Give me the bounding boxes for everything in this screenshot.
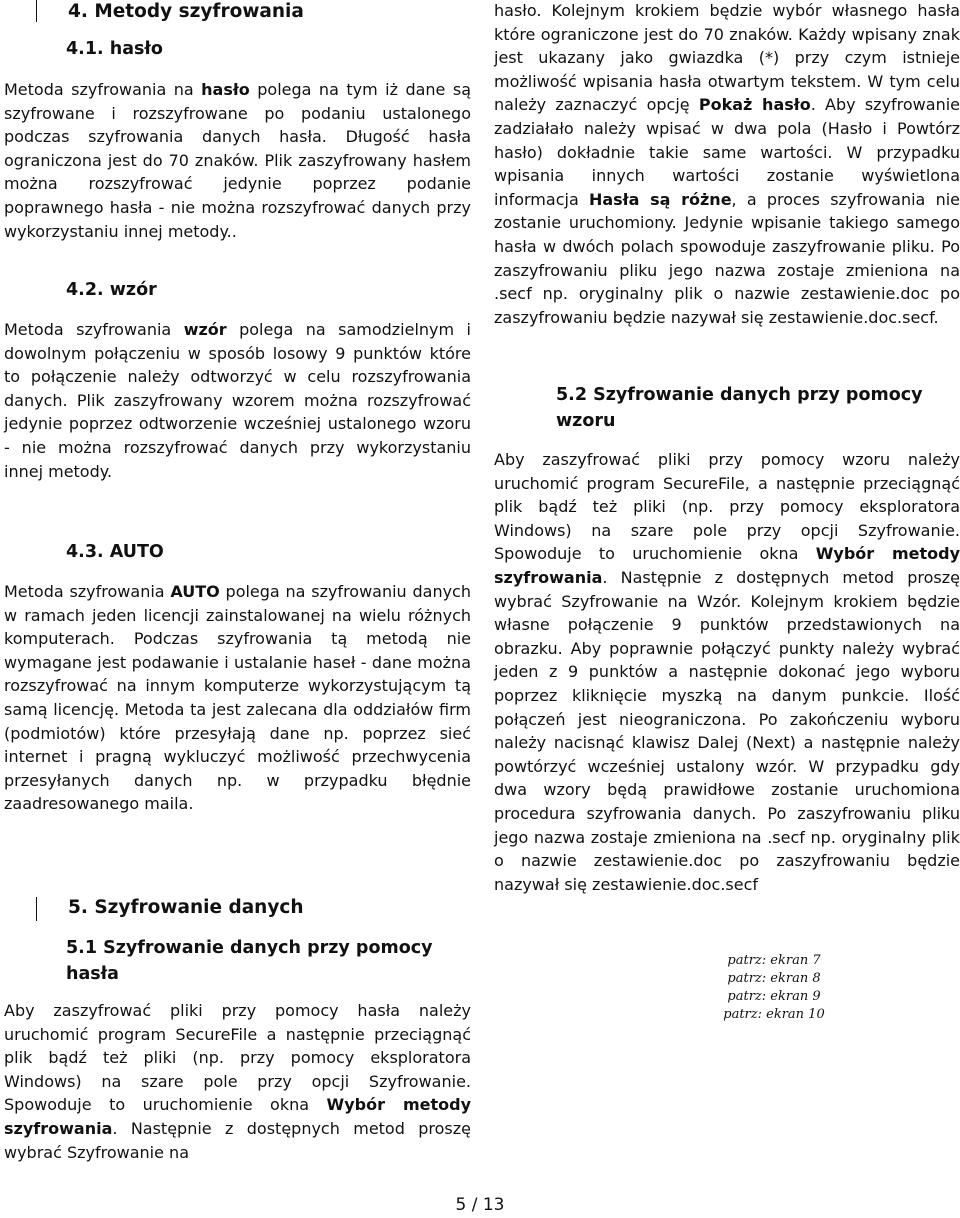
screen-ref: patrz: ekran 8 [727, 971, 821, 986]
paragraph-4-1: Metoda szyfrowania na hasło polega na tym iż dane są szyfrowane i rozszyfrowane po podaniu ustalonego podczas szyfrowania danych hasła. Długość hasła ograniczona jest do 70 znaków. Plik zaszyfrowany hasłem można rozszyfrować jedynie poprzez podanie poprawnego hasła - nie można rozszyfrować danych przy wykorzystaniu innej metody.. [4, 80, 471, 241]
change-bar [36, 0, 37, 22]
paragraph-4-3: Metoda szyfrowania AUTO polega na szyfrowaniu danych w ramach jeden licencji zainstalowanej na wielu różnych komputerach. Podczas szyfrowania tą metodą nie wymagane jest podawanie i ustalanie haseł - dane można rozszyfrować na innym komputerze wykorzystującym tą samą licencję. Metoda ta jest zalecana dla oddziałów firm (podmiotów) które przesyłają dane np. poprzez sieć internet i pragną wykluczyć możliwość przechwycenia przesyłanych danych np. w przypadku błędnie zaadresowanego maila. [4, 582, 471, 814]
heading-5-1: 5.1 Szyfrowanie danych przy pomocy hasła [66, 938, 433, 984]
heading-4-3: 4.3. AUTO [66, 542, 164, 562]
heading-5: 5. Szyfrowanie danych [68, 897, 304, 918]
screen-ref: patrz: ekran 7 [727, 953, 821, 968]
screen-ref: patrz: ekran 9 [727, 989, 821, 1004]
screen-ref: patrz: ekran 10 [723, 1007, 825, 1022]
heading-4: 4. Metody szyfrowania [68, 1, 304, 22]
heading-5-2: 5.2 Szyfrowanie danych przy pomocy wzoru [556, 385, 923, 431]
paragraph-4-2: Metoda szyfrowania wzór polega na samodzielnym i dowolnym połączeniu w sposób losowy 9 punktów które to połączenie należy odtworzyć w celu rozszyfrowania danych. Plik zaszyfrowany wzorem można rozszyfrować jedynie poprzez odtworzenie wcześniej ustalonego wzoru - nie można rozszyfrować danych przy wykorzystaniu innej metody. [4, 320, 471, 481]
heading-4-1: 4.1. hasło [66, 39, 163, 59]
heading-4-2: 4.2. wzór [66, 280, 157, 300]
paragraph-5-1: Aby zaszyfrować pliki przy pomocy hasła należy uruchomić program SecureFile a następnie przeciągnąć plik bądź też pliki (np. przy pomocy eksploratora Windows) na szare pole przy opcji Szyfrowanie. Spowoduje to uruchomienie okna Wybór metody szyfrowania. Następnie z dostępnych metod proszę wybrać Szyfrowanie na [4, 1001, 471, 1162]
paragraph-5-2: Aby zaszyfrować pliki przy pomocy wzoru należy uruchomić program SecureFile, a następnie przeciągnąć plik bądź też pliki (np. przy pomocy eksploratora Windows) na szare pole przy opcji Szyfrowanie. Spowoduje to uruchomienie okna Wybór metody szyfrowania. Następnie z dostępnych metod proszę wybrać Szyfrowanie na Wzór. Kolejnym krokiem będzie własne połączenie 9 punktów przedstawionych na obrazku. Aby poprawnie połączyć punkty należy wybrać jeden z 9 punktów a następnie dokonać jego wyboru poprzez kliknięcie myszką na danym punkcie. Ilość połączeń jest nieograniczona. Po zakończeniu wyboru należy nacisnąć klawisz Dalej (Next) a następnie należy powtórzyć wcześniej ustalony wzór. W przypadku gdy dwa wzory będą prawidłowe zostanie uruchomiona procedura szyfrowania danych. Po zaszyfrowaniu pliku jego nazwa zostaje zmieniona na .secf np. oryginalny plik o nazwie zestawienie.doc po zaszyfrowaniu będzie nazywał się zestawienie.doc.secf [494, 450, 960, 894]
paragraph-5-1-continued: hasło. Kolejnym krokiem będzie wybór własnego hasła które ograniczone jest do 70 znaków. Każdy wpisany znak jest ukazany jako gwiazdka (*) przy czym istnieje możliwość wpisania hasła otwartym tekstem. W tym celu należy zaznaczyć opcję Pokaż hasło. Aby szyfrowanie zadziałało należy wpisać w dwa pola (Hasło i Powtórz hasło) dokładnie takie same wartości. W przypadku wpisania innych wartości zostanie wyświetlona informacja Hasła są różne, a proces szyfrowania nie zostanie uruchomiony. Jedynie wpisanie takiego samego hasła w dwóch polach spowoduje zaszyfrowanie pliku. Po zaszyfrowaniu pliku jego nazwa zostaje zmieniona na .secf np. oryginalny plik o nazwie zestawienie.doc po zaszyfrowaniu będzie nazywał się zestawienie.doc.secf. [494, 1, 960, 327]
change-bar [36, 897, 37, 921]
screen-references [674, 952, 874, 1024]
page-number: 5 / 13 [455, 1195, 505, 1215]
